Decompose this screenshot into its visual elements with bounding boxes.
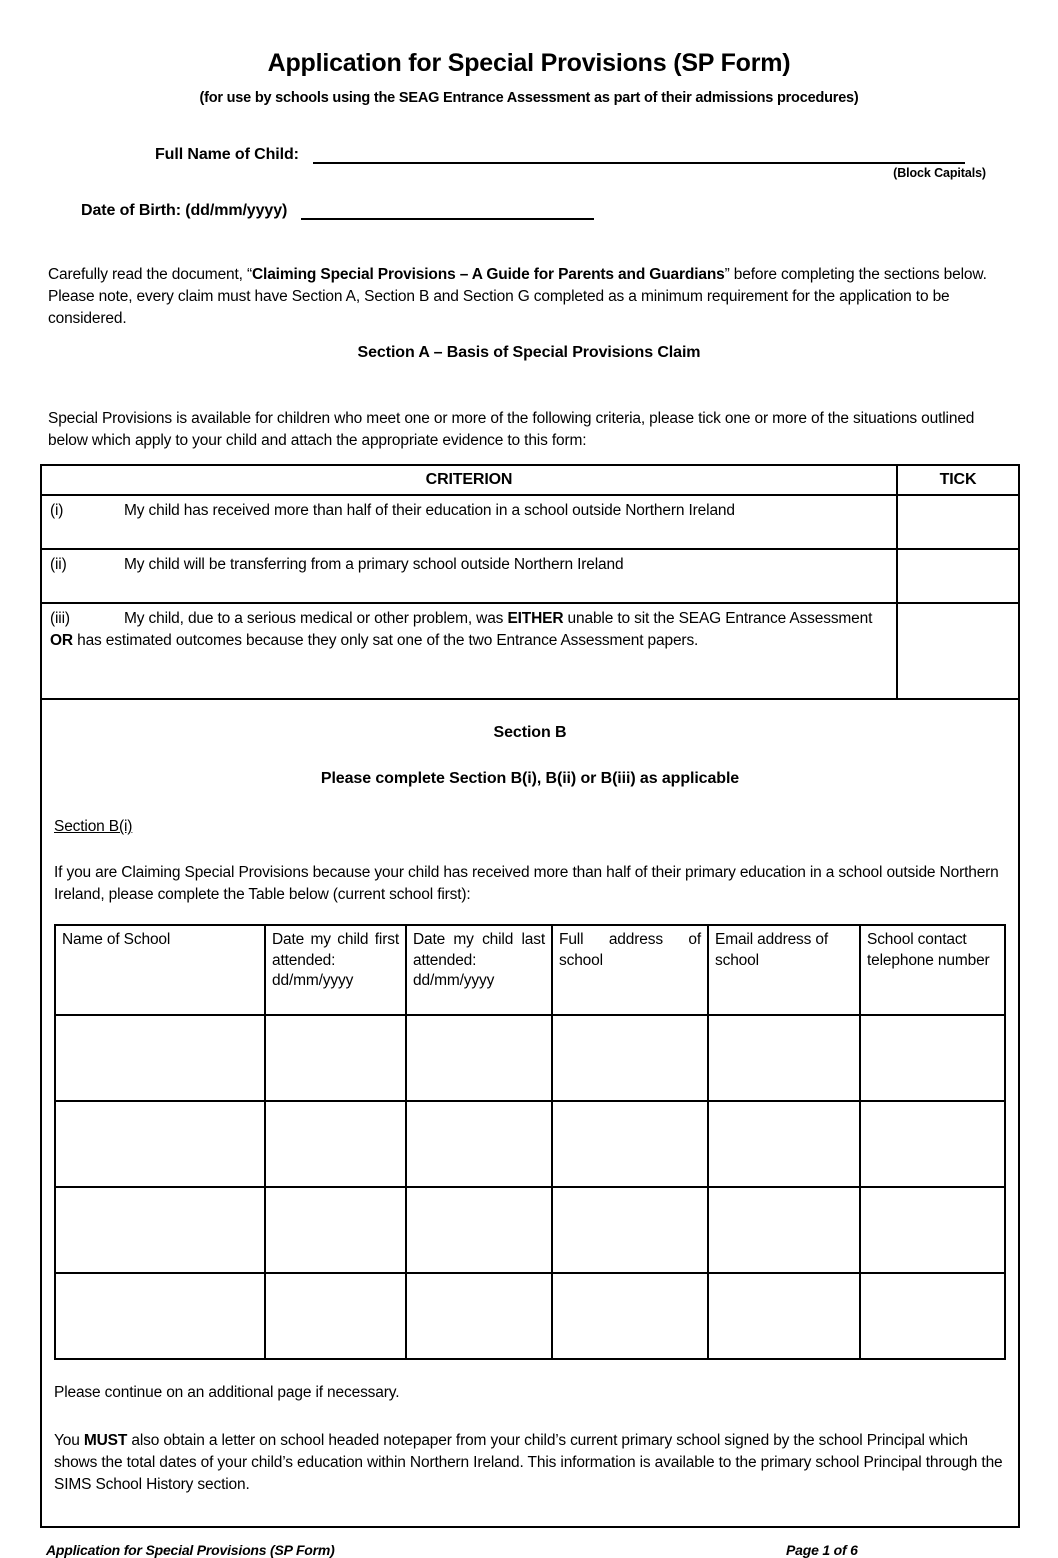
- intro-paragraph: [48, 264, 1010, 330]
- criterion-cell-i: [42, 495, 897, 549]
- school-name-cell[interactable]: [55, 1187, 265, 1273]
- school-address-cell[interactable]: [552, 1015, 708, 1101]
- footer-form-name: Application for Special Provisions (SP Form): [46, 1541, 335, 1558]
- last-attended-cell[interactable]: [406, 1187, 552, 1273]
- tick-checkbox-i[interactable]: [897, 495, 1018, 549]
- date-of-birth-row: [45, 202, 1058, 220]
- full-name-row: [45, 146, 1058, 164]
- criterion-label-iii: (iii): [50, 610, 70, 628]
- guide-document-name: Claiming Special Provisions – A Guide for Parents and Guardians: [252, 265, 725, 283]
- first-attended-cell[interactable]: [265, 1273, 406, 1359]
- first-attended-column-header: Date my child first attended: dd/mm/yyyy: [265, 925, 406, 1015]
- section-a-heading: Section A – Basis of Special Provisions Claim: [357, 343, 701, 361]
- tick-checkbox-iii[interactable]: [897, 603, 1018, 699]
- section-bi-paragraph: If you are Claiming Special Provisions because your child has received more than half of their primary education in a school outside Northern Ireland, please complete the Table below (current school first):: [54, 864, 999, 904]
- section-b-subtitle: Please complete Section B(i), B(ii) or B(iii) as applicable: [320, 770, 740, 788]
- table-row: [55, 1187, 1005, 1273]
- school-history-table: [54, 924, 1006, 1360]
- criterion-label-i: (i): [50, 502, 64, 520]
- date-of-birth-input[interactable]: [301, 204, 594, 220]
- school-email-cell[interactable]: [708, 1101, 860, 1187]
- criterion-table: [42, 466, 1018, 701]
- school-name-cell[interactable]: [55, 1273, 265, 1359]
- page-subtitle: (for use by schools using the SEAG Entrance Assessment as part of their admissions procedures): [199, 89, 859, 106]
- criterion-text-iii-post: has estimated outcomes because they only sat one of the two Entrance Assessment papers.: [72, 632, 699, 650]
- first-attended-cell[interactable]: [265, 1015, 406, 1101]
- table-row: [42, 603, 1018, 699]
- intro-text-part1: Carefully read the document, “: [48, 265, 252, 283]
- table-row: [55, 1101, 1005, 1187]
- criterion-text-iii-or: OR: [50, 632, 73, 650]
- school-telephone-column-header: School contact telephone number: [860, 925, 1005, 1015]
- continue-note: Please continue on an additional page if necessary.: [54, 1384, 400, 1402]
- last-attended-column-header: Date my child last attended: dd/mm/yyyy: [406, 925, 552, 1015]
- last-attended-cell[interactable]: [406, 1273, 552, 1359]
- school-telephone-cell[interactable]: [860, 1273, 1005, 1359]
- table-row: [55, 1015, 1005, 1101]
- criterion-text-ii: My child will be transferring from a primary school outside Northern Ireland: [124, 556, 624, 574]
- school-email-cell[interactable]: [708, 1273, 860, 1359]
- criterion-text-iii-mid: unable to sit the SEAG Entrance Assessment: [563, 610, 873, 628]
- criterion-column-header: CRITERION: [42, 466, 897, 496]
- school-table-header-row: [55, 925, 1005, 1015]
- table-row: [42, 549, 1018, 603]
- identity-fields: [0, 146, 1058, 220]
- table-row: [42, 495, 1018, 549]
- school-address-cell[interactable]: [552, 1187, 708, 1273]
- section-a-b-frame: [40, 464, 1020, 1528]
- school-address-column-header: Full address of school: [552, 925, 708, 1015]
- first-attended-cell[interactable]: [265, 1187, 406, 1273]
- page-footer: [46, 1542, 1018, 1558]
- criterion-label-ii: (ii): [50, 556, 67, 574]
- school-telephone-cell[interactable]: [860, 1101, 1005, 1187]
- school-telephone-cell[interactable]: [860, 1187, 1005, 1273]
- section-b-block: [42, 700, 1018, 1526]
- criterion-text-i: My child has received more than half of their education in a school outside Northern Ireland: [124, 502, 735, 520]
- school-telephone-cell[interactable]: [860, 1015, 1005, 1101]
- school-email-cell[interactable]: [708, 1187, 860, 1273]
- must-keyword: MUST: [83, 1432, 128, 1450]
- school-name-cell[interactable]: [55, 1015, 265, 1101]
- criterion-cell-iii: [42, 603, 897, 699]
- school-address-cell[interactable]: [552, 1273, 708, 1359]
- criterion-text-iii-either: EITHER: [507, 610, 564, 628]
- section-bi-label: Section B(i): [54, 818, 133, 836]
- school-email-cell[interactable]: [708, 1015, 860, 1101]
- criterion-text-iii-pre: My child, due to a serious medical or other problem, was: [124, 610, 508, 628]
- footer-page-number: Page 1 of 6: [786, 1541, 858, 1558]
- full-name-label: Full Name of Child:: [155, 145, 299, 163]
- criterion-table-header-row: [42, 466, 1018, 496]
- block-capitals-note: (Block Capitals): [893, 165, 986, 180]
- school-address-cell[interactable]: [552, 1101, 708, 1187]
- date-of-birth-label: Date of Birth: (dd/mm/yyyy): [81, 201, 288, 219]
- first-attended-cell[interactable]: [265, 1101, 406, 1187]
- last-attended-cell[interactable]: [406, 1015, 552, 1101]
- criteria-intro-paragraph: Special Provisions is available for children who meet one or more of the following criteria, please tick one or more of the situations outlined below which apply to your child and attach the appropriate evidence to this form:: [48, 409, 975, 449]
- page-title: Application for Special Provisions (SP Form): [267, 49, 791, 77]
- intro-text-part2: ” before completing the sections below. Please note, every claim must have Section A, Section B and Section G completed as a minimum requirement for the application to be considered.: [48, 265, 987, 327]
- section-b-title: Section B: [493, 724, 567, 742]
- full-name-input[interactable]: [313, 148, 965, 164]
- last-attended-cell[interactable]: [406, 1101, 552, 1187]
- must-note-post: also obtain a letter on school headed notepaper from your child’s current primary school signed by the school Principal which shows the total dates of your child’s education within Northern Ireland. This information is available to the primary school Principal through the SIMS School History section.: [54, 1432, 1003, 1494]
- table-row: [55, 1273, 1005, 1359]
- school-name-cell[interactable]: [55, 1101, 265, 1187]
- school-email-column-header: Email address of school: [708, 925, 860, 1015]
- tick-column-header: TICK: [897, 466, 1018, 496]
- criterion-cell-ii: [42, 549, 897, 603]
- school-name-column-header: Name of School: [55, 925, 265, 1015]
- tick-checkbox-ii[interactable]: [897, 549, 1018, 603]
- must-note-pre: You: [54, 1432, 84, 1450]
- must-obtain-letter-note: [54, 1430, 1006, 1496]
